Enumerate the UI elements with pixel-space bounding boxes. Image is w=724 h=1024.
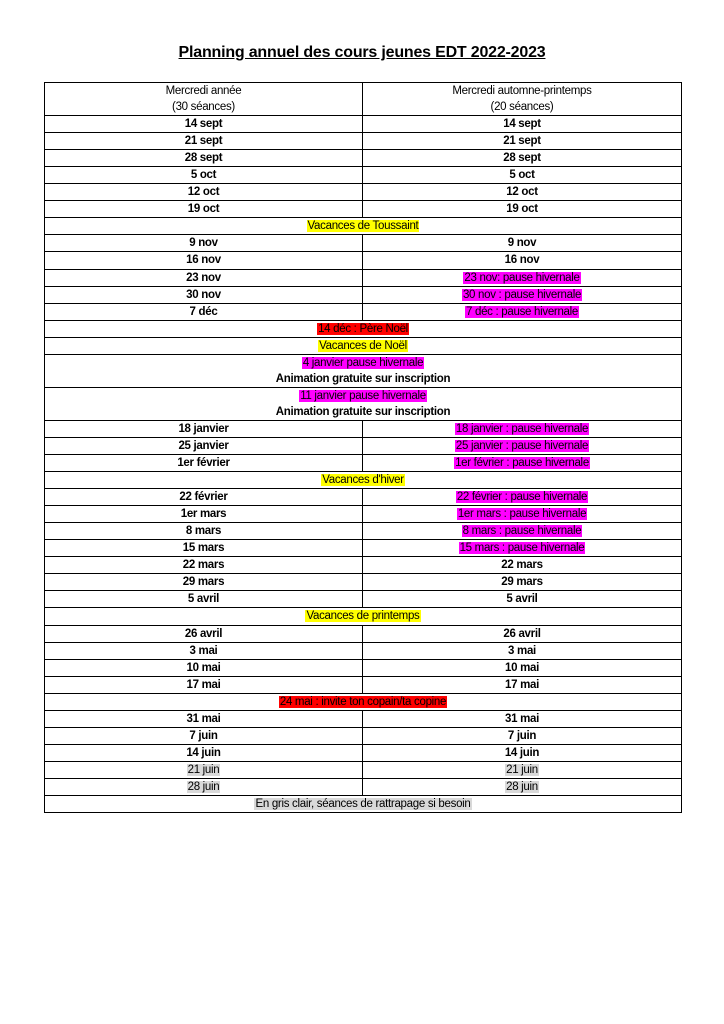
header-mercredi-automne-printemps <box>363 83 682 116</box>
session-date: 26 avril <box>184 627 223 640</box>
table-row <box>45 761 682 778</box>
cell-mercredi-annee <box>45 235 363 252</box>
cell-mercredi-automne-printemps <box>363 506 682 523</box>
table-row <box>45 523 682 540</box>
table-row <box>45 540 682 557</box>
cell-mercredi-annee <box>45 710 363 727</box>
session-date: 7 juin <box>189 729 218 742</box>
cell-mercredi-automne-printemps <box>363 523 682 540</box>
event-row <box>45 387 682 420</box>
session-date: 19 oct <box>187 203 220 216</box>
pause-label: 30 nov : pause hivernale <box>462 288 582 301</box>
session-date: 9 nov <box>507 237 537 250</box>
event-label: Vacances de printemps <box>306 610 420 623</box>
session-date: 14 juin <box>186 746 221 759</box>
session-date: 7 juin <box>507 729 537 742</box>
cell-mercredi-annee <box>45 184 363 201</box>
header-row <box>45 83 682 116</box>
table-row <box>45 133 682 150</box>
cell-mercredi-automne-printemps <box>363 710 682 727</box>
session-date: 29 mars <box>501 576 543 589</box>
session-date: 5 oct <box>190 169 217 182</box>
session-date: 9 nov <box>189 237 218 250</box>
event-line <box>45 796 681 812</box>
cell-mercredi-automne-printemps <box>363 420 682 437</box>
cell-mercredi-annee <box>45 455 363 472</box>
session-date: 15 mars <box>182 542 225 555</box>
table-row <box>45 659 682 676</box>
cell-mercredi-annee <box>45 133 363 150</box>
session-date: 22 février <box>179 491 228 504</box>
session-date: 12 oct <box>506 186 538 199</box>
event-row <box>45 218 682 235</box>
cell-mercredi-automne-printemps <box>363 286 682 303</box>
cell-mercredi-automne-printemps <box>363 540 682 557</box>
cell-mercredi-automne-printemps <box>363 761 682 778</box>
event-label: 4 janvier pause hivernale <box>302 356 424 369</box>
event-row <box>45 354 682 387</box>
header-col2-line2: (20 séances) <box>490 101 554 114</box>
table-row <box>45 625 682 642</box>
cell-mercredi-automne-printemps <box>363 455 682 472</box>
cell-mercredi-annee <box>45 659 363 676</box>
session-date: 21 sept <box>503 135 541 148</box>
cell-mercredi-annee <box>45 540 363 557</box>
session-date: 21 sept <box>184 135 223 148</box>
event-line <box>45 694 681 710</box>
session-date: 28 sept <box>503 152 541 165</box>
event-row <box>45 608 682 625</box>
session-date: 5 oct <box>509 169 535 182</box>
session-date: 1er février <box>177 457 230 470</box>
event-line <box>45 388 681 404</box>
table-row <box>45 676 682 693</box>
planning-table <box>44 82 682 813</box>
cell-mercredi-annee <box>45 727 363 744</box>
cell-mercredi-automne-printemps <box>363 116 682 133</box>
event-row <box>45 693 682 710</box>
session-date: 31 mai <box>186 712 221 725</box>
cell-mercredi-annee <box>45 252 363 269</box>
table-row <box>45 489 682 506</box>
cell-mercredi-automne-printemps <box>363 574 682 591</box>
cell-mercredi-annee <box>45 676 363 693</box>
session-date: 1er mars <box>180 508 227 521</box>
event-line <box>45 218 681 234</box>
cell-mercredi-annee <box>45 523 363 540</box>
table-row <box>45 455 682 472</box>
session-date: 12 oct <box>187 186 220 199</box>
session-date: 16 nov <box>186 254 221 267</box>
cell-mercredi-automne-printemps <box>363 744 682 761</box>
cell-mercredi-annee <box>45 150 363 167</box>
table-row <box>45 574 682 591</box>
cell-mercredi-automne-printemps <box>363 133 682 150</box>
pause-label: 25 janvier : pause hivernale <box>455 439 589 452</box>
event-row <box>45 320 682 337</box>
table-row <box>45 778 682 795</box>
table-row <box>45 591 682 608</box>
event-row <box>45 795 682 812</box>
session-date: 28 juin <box>506 780 538 793</box>
event-label: 11 janvier pause hivernale <box>300 389 426 402</box>
cell-mercredi-annee <box>45 591 363 608</box>
cell-mercredi-annee <box>45 420 363 437</box>
table-row <box>45 184 682 201</box>
cell-mercredi-automne-printemps <box>363 303 682 320</box>
cell-mercredi-automne-printemps <box>363 167 682 184</box>
session-date: 19 oct <box>506 203 538 216</box>
pause-label: 1er mars : pause hivernale <box>457 508 587 521</box>
cell-mercredi-annee <box>45 761 363 778</box>
session-date: 22 mars <box>501 559 543 572</box>
cell-mercredi-annee <box>45 642 363 659</box>
planning-table-body <box>45 83 682 813</box>
event-cell <box>45 693 682 710</box>
event-note: Animation gratuite sur inscription <box>275 372 451 385</box>
session-date: 17 mai <box>504 678 539 691</box>
event-line <box>45 608 681 624</box>
session-date: 18 janvier <box>178 422 229 435</box>
session-date: 31 mai <box>504 712 539 725</box>
table-row <box>45 727 682 744</box>
table-row <box>45 286 682 303</box>
event-line <box>45 355 681 371</box>
session-date: 14 sept <box>184 118 223 131</box>
event-label: Vacances de Toussaint <box>307 220 419 233</box>
event-line <box>45 321 681 337</box>
event-label: 14 déc : Père Noël <box>318 322 408 335</box>
cell-mercredi-automne-printemps <box>363 778 682 795</box>
session-date: 23 nov <box>186 271 221 284</box>
table-row <box>45 506 682 523</box>
cell-mercredi-annee <box>45 574 363 591</box>
cell-mercredi-annee <box>45 167 363 184</box>
cell-mercredi-automne-printemps <box>363 489 682 506</box>
table-row <box>45 420 682 437</box>
cell-mercredi-annee <box>45 437 363 454</box>
cell-mercredi-annee <box>45 303 363 320</box>
pause-label: 18 janvier : pause hivernale <box>455 422 589 435</box>
table-row <box>45 303 682 320</box>
pause-label: 8 mars : pause hivernale <box>462 525 582 538</box>
table-row <box>45 744 682 761</box>
event-label: Vacances de Noël <box>319 339 407 352</box>
session-date: 28 sept <box>184 152 223 165</box>
event-note: Animation gratuite sur inscription <box>275 405 451 418</box>
cell-mercredi-annee <box>45 506 363 523</box>
table-row <box>45 235 682 252</box>
session-date: 5 avril <box>187 593 220 606</box>
event-cell <box>45 320 682 337</box>
event-row <box>45 337 682 354</box>
event-line <box>45 472 681 488</box>
cell-mercredi-annee <box>45 557 363 574</box>
cell-mercredi-annee <box>45 744 363 761</box>
event-row <box>45 472 682 489</box>
session-date: 14 sept <box>503 118 541 131</box>
session-date: 25 janvier <box>178 439 229 452</box>
cell-mercredi-automne-printemps <box>363 201 682 218</box>
session-date: 17 mai <box>186 678 221 691</box>
cell-mercredi-automne-printemps <box>363 269 682 286</box>
session-date: 10 mai <box>186 661 221 674</box>
table-row <box>45 201 682 218</box>
event-label: 24 mai : invite ton copain/ta copine <box>279 695 447 708</box>
header-col1-line2: (30 séances) <box>172 101 235 114</box>
table-row <box>45 269 682 286</box>
cell-mercredi-annee <box>45 778 363 795</box>
pause-label: 1er février : pause hivernale <box>455 457 589 470</box>
session-date: 10 mai <box>504 661 539 674</box>
cell-mercredi-automne-printemps <box>363 437 682 454</box>
session-date: 21 juin <box>506 763 538 776</box>
session-date: 5 avril <box>506 593 538 606</box>
page-title: Planning annuel des cours jeunes EDT 2022-2023 <box>178 44 546 61</box>
cell-mercredi-automne-printemps <box>363 184 682 201</box>
pause-label: 15 mars : pause hivernale <box>459 542 585 555</box>
cell-mercredi-automne-printemps <box>363 591 682 608</box>
table-row <box>45 557 682 574</box>
session-date: 21 juin <box>187 763 220 776</box>
header-col1-line1: Mercredi année <box>165 85 242 97</box>
cell-mercredi-automne-printemps <box>363 625 682 642</box>
table-row <box>45 252 682 269</box>
pause-label: 22 février : pause hivernale <box>456 491 588 504</box>
table-row <box>45 437 682 454</box>
table-row <box>45 167 682 184</box>
event-cell <box>45 218 682 235</box>
session-date: 29 mars <box>182 576 225 589</box>
cell-mercredi-annee <box>45 269 363 286</box>
cell-mercredi-automne-printemps <box>363 235 682 252</box>
session-date: 14 juin <box>504 746 540 759</box>
table-row <box>45 150 682 167</box>
cell-mercredi-automne-printemps <box>363 252 682 269</box>
header-mercredi-annee <box>45 83 363 116</box>
session-date: 28 juin <box>187 780 220 793</box>
session-date: 30 nov <box>186 288 221 301</box>
cell-mercredi-automne-printemps <box>363 727 682 744</box>
session-date: 3 mai <box>189 644 218 657</box>
cell-mercredi-annee <box>45 116 363 133</box>
cell-mercredi-automne-printemps <box>363 557 682 574</box>
cell-mercredi-automne-printemps <box>363 150 682 167</box>
cell-mercredi-automne-printemps <box>363 659 682 676</box>
cell-mercredi-annee <box>45 201 363 218</box>
pause-label: 23 nov: pause hivernale <box>464 271 580 284</box>
event-line <box>45 338 681 354</box>
cell-mercredi-automne-printemps <box>363 642 682 659</box>
event-cell <box>45 472 682 489</box>
table-row <box>45 710 682 727</box>
cell-mercredi-annee <box>45 625 363 642</box>
event-cell <box>45 387 682 420</box>
session-date: 3 mai <box>508 644 536 657</box>
event-cell <box>45 795 682 812</box>
cell-mercredi-annee <box>45 489 363 506</box>
session-date: 8 mars <box>185 525 222 538</box>
cell-mercredi-annee <box>45 286 363 303</box>
event-cell <box>45 354 682 387</box>
cell-mercredi-automne-printemps <box>363 676 682 693</box>
session-date: 16 nov <box>504 254 540 267</box>
session-date: 22 mars <box>182 559 225 572</box>
table-row <box>45 642 682 659</box>
event-label: En gris clair, séances de rattrapage si besoin <box>255 797 471 810</box>
table-row <box>45 116 682 133</box>
session-date: 26 avril <box>503 627 541 640</box>
event-label: Vacances d'hiver <box>322 474 404 487</box>
session-date: 7 déc <box>189 305 218 318</box>
pause-label: 7 déc : pause hivernale <box>465 305 578 318</box>
header-col2-line1: Mercredi automne-printemps <box>452 85 592 97</box>
event-cell <box>45 337 682 354</box>
event-cell <box>45 608 682 625</box>
